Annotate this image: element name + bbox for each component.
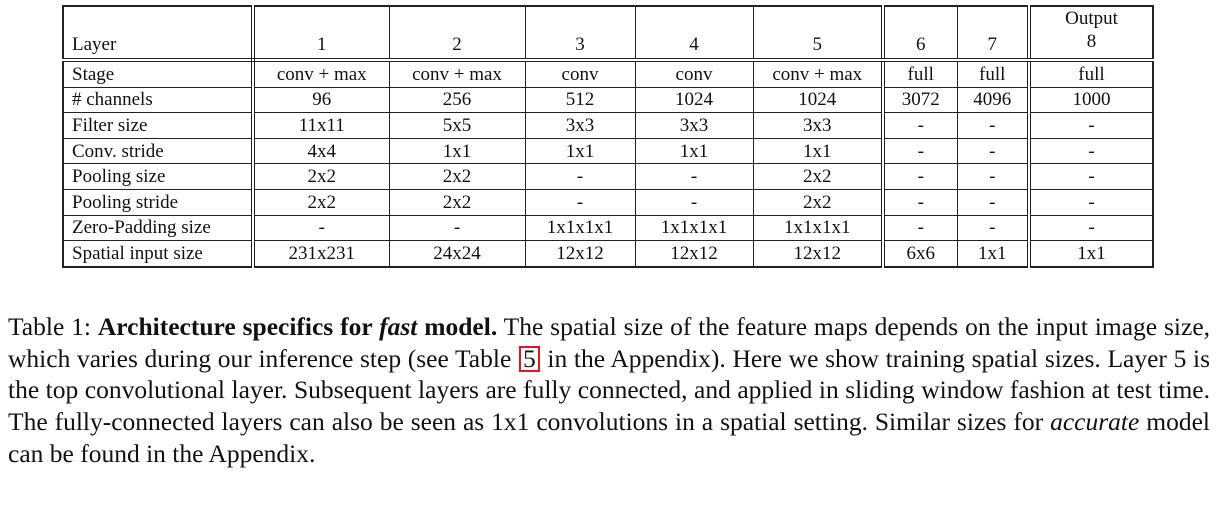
caption-text-italic: accurate	[1050, 407, 1140, 437]
table-row	[63, 189, 1153, 215]
table-cell-layer-5: 2x2	[753, 164, 883, 190]
row-label: Stage	[63, 60, 253, 87]
header-output-number: 8	[1086, 31, 1097, 53]
table-cell-layer-2: conv + max	[389, 60, 525, 87]
table-cell-layer-6: full	[883, 60, 957, 87]
table-row	[63, 113, 1153, 139]
table-cell-layer-4: 1x1x1x1	[635, 215, 753, 241]
table-cell-layer-7: 1x1	[957, 241, 1029, 267]
table-cell-layer-8: -	[1029, 215, 1153, 241]
table-cell-layer-1: -	[253, 215, 389, 241]
table-row	[63, 87, 1153, 113]
table-cell-layer-8: 1x1	[1029, 241, 1153, 267]
table-cell-layer-1: 231x231	[253, 241, 389, 267]
table-body	[63, 60, 1153, 267]
table-row	[63, 164, 1153, 190]
header-row-label: Layer	[63, 6, 253, 60]
table-cell-layer-1: 11x11	[253, 113, 389, 139]
table-cell-layer-1: 2x2	[253, 189, 389, 215]
table-cell-layer-2: 2x2	[389, 164, 525, 190]
table-cell-layer-3: -	[525, 189, 635, 215]
table-cell-layer-7: -	[957, 189, 1029, 215]
table-cell-layer-1: conv + max	[253, 60, 389, 87]
row-label: Pooling stride	[63, 189, 253, 215]
header-layer-5: 5	[753, 6, 883, 60]
table-cell-layer-6: -	[883, 164, 957, 190]
row-label: Conv. stride	[63, 138, 253, 164]
header-layer-3: 3	[525, 6, 635, 60]
architecture-table	[62, 5, 1154, 268]
row-label: Filter size	[63, 113, 253, 139]
table-cell-layer-3: 1x1	[525, 138, 635, 164]
caption-title-part2: model.	[424, 312, 498, 341]
table-cell-layer-8: -	[1029, 189, 1153, 215]
table-cell-layer-5: 2x2	[753, 189, 883, 215]
table-cell-layer-7: -	[957, 113, 1029, 139]
table-ref-link[interactable]: 5	[519, 346, 540, 372]
caption-title-part1: Architecture specifics for	[97, 312, 373, 341]
header-layer-4: 4	[635, 6, 753, 60]
table-row	[63, 138, 1153, 164]
row-label: Spatial input size	[63, 241, 253, 267]
caption-text-1: The spatial size of the feature maps depends on the input image size, which varies during our inference step (see Table	[8, 312, 1211, 373]
table-cell-layer-5: 1024	[753, 87, 883, 113]
table-cell-layer-3: 1x1x1x1	[525, 215, 635, 241]
table-cell-layer-3: 3x3	[525, 113, 635, 139]
table-cell-layer-2: 256	[389, 87, 525, 113]
table-caption	[8, 311, 1210, 470]
table-cell-layer-1: 4x4	[253, 138, 389, 164]
table-cell-layer-5: conv + max	[753, 60, 883, 87]
table-cell-layer-6: -	[883, 215, 957, 241]
table-row	[63, 215, 1153, 241]
caption-label: Table 1:	[8, 312, 91, 341]
header-layer-2: 2	[389, 6, 525, 60]
table-cell-layer-8: full	[1029, 60, 1153, 87]
table-cell-layer-7: -	[957, 138, 1029, 164]
row-label: Zero-Padding size	[63, 215, 253, 241]
table-cell-layer-8: -	[1029, 113, 1153, 139]
table-cell-layer-8: -	[1029, 164, 1153, 190]
caption-title	[98, 312, 497, 341]
table-cell-layer-2: -	[389, 215, 525, 241]
table-cell-layer-6: -	[883, 189, 957, 215]
table-row	[63, 241, 1153, 267]
architecture-table-container	[62, 5, 1152, 268]
table-cell-layer-3: 12x12	[525, 241, 635, 267]
table-cell-layer-4: -	[635, 164, 753, 190]
table-cell-layer-6: 3072	[883, 87, 957, 113]
table-header-row	[63, 6, 1153, 60]
table-cell-layer-6: 6x6	[883, 241, 957, 267]
table-cell-layer-3: -	[525, 164, 635, 190]
table-cell-layer-2: 2x2	[389, 189, 525, 215]
table-cell-layer-5: 1x1x1x1	[753, 215, 883, 241]
caption-text-2: in the Appendix). Here we show training spatial sizes. Layer 5 is the top convolutional layer. Subsequent layers are fully connected, and applied in sliding window fashion at test time. The fully-connected layers can also be seen as 1x1 convolutions in a spatial setting. Similar sizes for	[8, 343, 1211, 437]
table-cell-layer-4: 1024	[635, 87, 753, 113]
table-cell-layer-3: 512	[525, 87, 635, 113]
table-cell-layer-7: -	[957, 215, 1029, 241]
row-label: # channels	[63, 87, 253, 113]
header-output-label: Output	[1065, 8, 1118, 30]
table-cell-layer-8: -	[1029, 138, 1153, 164]
caption-text-3: model can be found in the Appendix.	[8, 407, 1211, 468]
table-cell-layer-4: 1x1	[635, 138, 753, 164]
table-cell-layer-7: 4096	[957, 87, 1029, 113]
table-cell-layer-1: 2x2	[253, 164, 389, 190]
header-layer-6: 6	[883, 6, 957, 60]
table-cell-layer-4: 12x12	[635, 241, 753, 267]
row-label: Pooling size	[63, 164, 253, 190]
table-cell-layer-3: conv	[525, 60, 635, 87]
table-cell-layer-6: -	[883, 138, 957, 164]
table-cell-layer-7: -	[957, 164, 1029, 190]
table-cell-layer-2: 24x24	[389, 241, 525, 267]
header-layer-8	[1029, 6, 1153, 60]
table-cell-layer-7: full	[957, 60, 1029, 87]
table-cell-layer-5: 1x1	[753, 138, 883, 164]
table-cell-layer-5: 3x3	[753, 113, 883, 139]
table-cell-layer-4: 3x3	[635, 113, 753, 139]
table-cell-layer-6: -	[883, 113, 957, 139]
header-layer-1: 1	[253, 6, 389, 60]
table-cell-layer-4: conv	[635, 60, 753, 87]
table-row	[63, 60, 1153, 87]
header-layer-7: 7	[957, 6, 1029, 60]
table-cell-layer-2: 1x1	[389, 138, 525, 164]
table-cell-layer-8: 1000	[1029, 87, 1153, 113]
table-cell-layer-1: 96	[253, 87, 389, 113]
table-cell-layer-4: -	[635, 189, 753, 215]
table-cell-layer-5: 12x12	[753, 241, 883, 267]
caption-title-italic: fast	[379, 312, 418, 341]
table-cell-layer-2: 5x5	[389, 113, 525, 139]
